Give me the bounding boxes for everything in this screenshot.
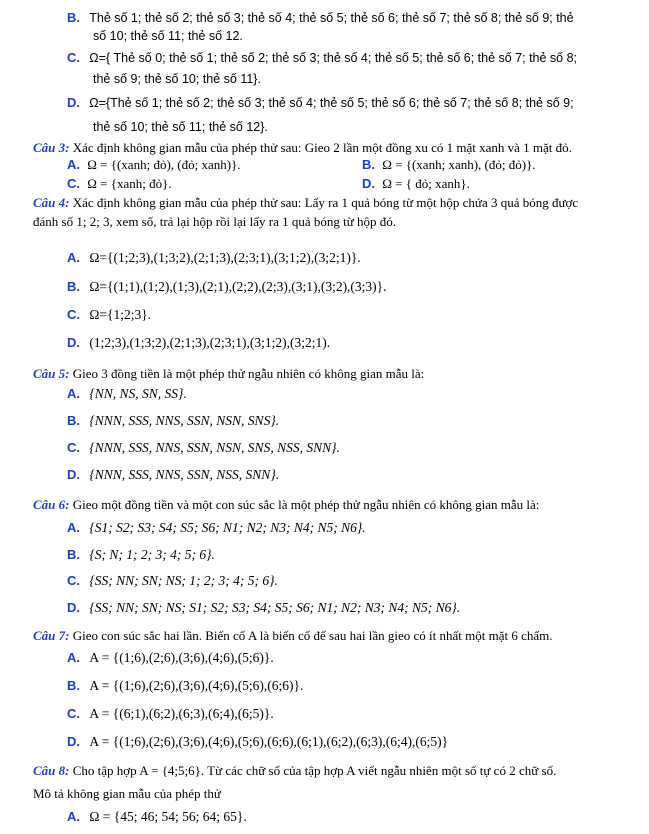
option-text: {NNN, SSS, NNS, SSN, NSN, SNS}. bbox=[89, 413, 280, 428]
option-label: D. bbox=[67, 335, 80, 350]
option-text: Ω={(1;2;3),(1;3;2),(2;1;3),(2;3;1),(3;1;2),(3;2;1)}. bbox=[89, 250, 361, 265]
top-option-d bbox=[67, 95, 574, 111]
q6-option-a bbox=[67, 520, 366, 536]
question-label: Câu 8: bbox=[33, 763, 70, 778]
option-text-cont: thẻ số 9; thẻ số 10; thẻ số 11}. bbox=[93, 72, 261, 86]
option-text: Ω={(1;1),(1;2),(1;3),(2;1),(2;2),(2;3),(3;1),(3;2),(3;3)}. bbox=[89, 279, 387, 294]
option-label: C. bbox=[67, 573, 80, 588]
option-text: Ω = {(xanh; đỏ), (đỏ; xanh)}. bbox=[87, 157, 241, 172]
option-text: {S; N; 1; 2; 3; 4; 5; 6}. bbox=[89, 547, 215, 562]
q6-option-c bbox=[67, 573, 278, 589]
option-text: Thẻ số 1; thẻ số 2; thẻ số 3; thẻ số 4; thẻ số 5; thẻ số 6; thẻ số 7; thẻ số 8; thẻ số 9; thẻ bbox=[89, 11, 574, 25]
q4-option-a bbox=[67, 250, 361, 266]
option-label: B. bbox=[362, 157, 375, 172]
option-label: A. bbox=[67, 650, 80, 665]
q5-option-a bbox=[67, 386, 187, 402]
option-text: A = {(1;6),(2;6),(3;6),(4;6),(5;6)}. bbox=[89, 650, 274, 665]
question-label: Câu 7: bbox=[33, 628, 70, 643]
question-4 bbox=[33, 195, 578, 211]
option-text: {S1; S2; S3; S4; S5; S6; N1; N2; N3; N4; N5; N6}. bbox=[89, 520, 366, 535]
option-label: C. bbox=[67, 176, 80, 191]
q6-option-d bbox=[67, 600, 460, 616]
option-label: D. bbox=[67, 95, 80, 110]
option-text: {NN, NS, SN, SS}. bbox=[89, 386, 187, 401]
q8-option-a bbox=[67, 809, 247, 825]
option-label: A. bbox=[67, 250, 80, 265]
option-text: {SS; NN; SN; NS; S1; S2; S3; S4; S5; S6; N1; N2; N3; N4; N5; N6}. bbox=[89, 600, 461, 615]
option-text: {SS; NN; SN; NS; 1; 2; 3; 4; 5; 6}. bbox=[89, 573, 278, 588]
option-label: D. bbox=[67, 467, 80, 482]
question-label: Câu 3: bbox=[33, 140, 70, 155]
q5-option-d bbox=[67, 467, 279, 483]
option-text: A = {(1;6),(2;6),(3;6),(4;6),(5;6),(6;6),(6;1),(6;2),(6;3),(6;4),(6;5)} bbox=[89, 734, 449, 749]
option-text: Ω = {xanh; đỏ}. bbox=[87, 176, 172, 191]
question-text-cont: Mô tả không gian mẫu của phép thử bbox=[33, 786, 221, 801]
option-text-cont: thẻ số 10; thẻ số 11; thẻ số 12}. bbox=[93, 120, 268, 134]
option-text: Ω = { đỏ; xanh}. bbox=[382, 176, 470, 191]
question-text: Cho tập hợp A = {4;5;6}. Từ các chữ số của tập hợp A viết ngẫu nhiên một số tự có 2 chữ số. bbox=[72, 763, 557, 778]
option-label: A. bbox=[67, 809, 80, 824]
option-text: A = {(6;1),(6;2),(6;3),(6;4),(6;5)}. bbox=[89, 706, 274, 721]
option-text: Ω = {(xanh; xanh), (đỏ; đỏ)}. bbox=[382, 157, 536, 172]
q3-option-d bbox=[362, 176, 470, 192]
question-text: Xác định không gian mẫu của phép thử sau: Lấy ra 1 quả bóng từ một hộp chứa 3 quả bóng được bbox=[72, 195, 579, 210]
option-text: Ω={Thẻ số 1; thẻ số 2; thẻ số 3; thẻ số 4; thẻ số 5; thẻ số 6; thẻ số 7; thẻ số 8; thẻ số 9; bbox=[89, 96, 574, 110]
option-label: A. bbox=[67, 520, 80, 535]
option-label: B. bbox=[67, 10, 80, 25]
question-text: Gieo 3 đồng tiền là một phép thử ngẫu nhiên có không gian mẫu là: bbox=[72, 366, 425, 381]
q4-option-d bbox=[67, 335, 330, 351]
q3-option-b bbox=[362, 157, 536, 173]
option-label: B. bbox=[67, 678, 80, 693]
q3-option-a bbox=[67, 157, 241, 173]
option-label: A. bbox=[67, 386, 80, 401]
q7-option-d bbox=[67, 734, 448, 750]
q6-option-b bbox=[67, 547, 215, 563]
question-8 bbox=[33, 763, 556, 779]
question-text: Gieo con súc sắc hai lần. Biến cố A là biến cố để sau hai lần gieo có ít nhất một mặt 6 chấm. bbox=[72, 628, 553, 643]
q7-option-c bbox=[67, 706, 274, 722]
option-label: C. bbox=[67, 50, 80, 65]
question-label: Câu 4: bbox=[33, 195, 70, 210]
top-option-b bbox=[67, 10, 574, 26]
question-label: Câu 5: bbox=[33, 366, 70, 381]
option-label: B. bbox=[67, 547, 80, 562]
question-6 bbox=[33, 497, 539, 513]
option-text-cont: số 10; thẻ số 11; thẻ số 12. bbox=[93, 29, 243, 43]
q7-option-b bbox=[67, 678, 303, 694]
option-label: C. bbox=[67, 307, 80, 322]
question-text: Gieo một đồng tiền và một con súc sắc là một phép thử ngẫu nhiên có không gian mẫu là: bbox=[72, 497, 540, 512]
question-7 bbox=[33, 628, 553, 644]
top-option-c bbox=[67, 50, 577, 66]
option-label: D. bbox=[362, 176, 375, 191]
q4-option-b bbox=[67, 279, 387, 295]
option-text: (1;2;3),(1;3;2),(2;1;3),(2;3;1),(3;1;2),(3;2;1). bbox=[89, 335, 331, 350]
option-text: Ω={1;2;3}. bbox=[89, 307, 152, 322]
option-label: B. bbox=[67, 413, 80, 428]
q7-option-a bbox=[67, 650, 274, 666]
question-text: Xác định không gian mẫu của phép thử sau: Gieo 2 lần một đồng xu có 1 mặt xanh và 1 mặt đỏ. bbox=[72, 140, 572, 155]
option-label: D. bbox=[67, 600, 80, 615]
option-text: Ω = {45; 46; 54; 56; 64; 65}. bbox=[89, 809, 247, 824]
q4-option-c bbox=[67, 307, 151, 323]
q5-option-b bbox=[67, 413, 279, 429]
question-5 bbox=[33, 366, 424, 382]
question-label: Câu 6: bbox=[33, 497, 70, 512]
option-text: Ω={ Thẻ số 0; thẻ số 1; thẻ số 2; thẻ số 3; thẻ số 4; thẻ số 5; thẻ số 6; thẻ số 7; thẻ số 8; bbox=[89, 51, 578, 65]
q3-option-c bbox=[67, 176, 172, 192]
option-label: D. bbox=[67, 734, 80, 749]
question-3 bbox=[33, 140, 572, 156]
q5-option-c bbox=[67, 440, 340, 456]
option-label: C. bbox=[67, 440, 80, 455]
question-text-cont: đánh số 1; 2; 3, xem số, trả lại hộp rồi lại lấy ra 1 quả bóng từ hộp đó. bbox=[33, 214, 397, 229]
option-label: B. bbox=[67, 279, 80, 294]
option-text: {NNN, SSS, NNS, SSN, NSN, SNS, NSS, SNN}. bbox=[89, 440, 340, 455]
option-label: A. bbox=[67, 157, 80, 172]
option-text: {NNN, SSS, NNS, SSN, NSS, SNN}. bbox=[89, 467, 280, 482]
option-label: C. bbox=[67, 706, 80, 721]
option-text: A = {(1;6),(2;6),(3;6),(4;6),(5;6),(6;6)}. bbox=[89, 678, 304, 693]
